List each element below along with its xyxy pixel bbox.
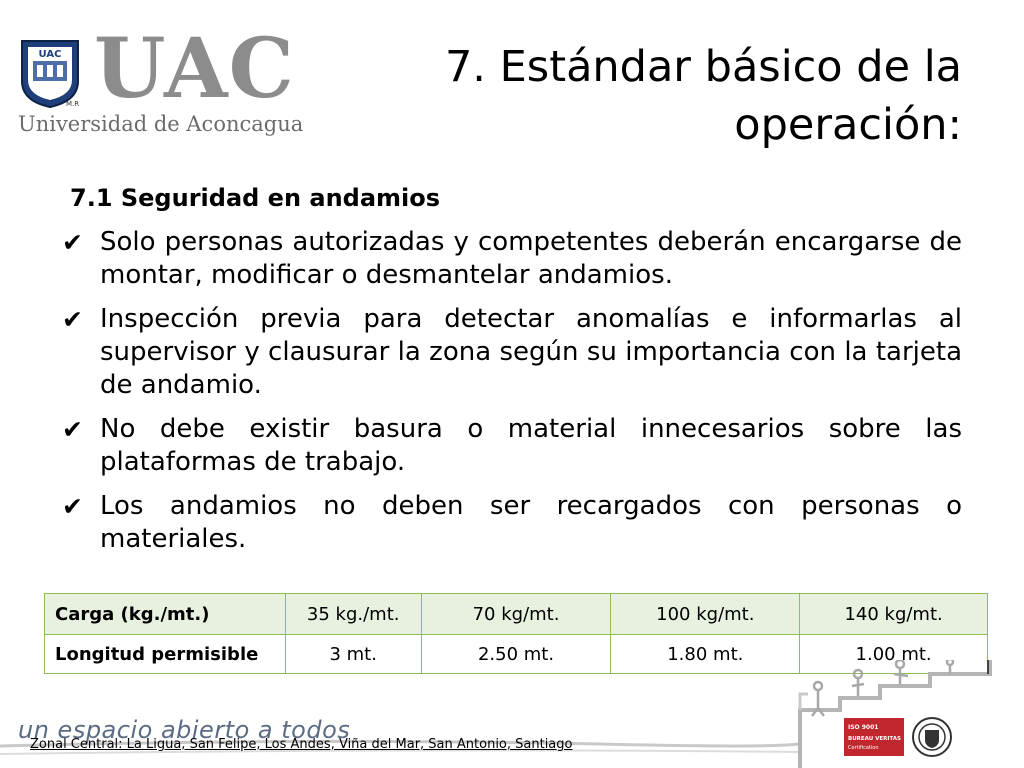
- table-cell: Carga (kg./mt.): [45, 594, 286, 635]
- table-cell: 1.80 mt.: [611, 635, 800, 674]
- bullet-text: No debe existir basura o material innecesarios sobre las plataformas de trabajo.: [100, 414, 962, 477]
- bullet-text: Solo personas autorizadas y competentes deberán encargarse de montar, modificar o desmantelar andamios.: [100, 227, 962, 290]
- seal-text: UAC: [38, 49, 62, 60]
- bullet-text: Los andamios no deben ser recargados con personas o materiales.: [100, 491, 962, 554]
- badge-iso: ISO 9001: [848, 724, 879, 731]
- bullet-item: [62, 303, 962, 402]
- bullet-item: [62, 413, 962, 479]
- footer-slogan: un espacio abierto a todos: [18, 716, 351, 744]
- checkmark-icon: ✔: [62, 492, 83, 521]
- slide-title: [362, 38, 962, 154]
- table-cell: 100 kg/mt.: [611, 594, 800, 635]
- table-cell: 1.00 mt.: [800, 635, 988, 674]
- bureau-veritas-badge-icon: [844, 716, 960, 758]
- logo-university-name: Universidad de Aconcagua: [18, 112, 304, 136]
- bullet-text: Inspección previa para detectar anomalías e informarlas al supervisor y clausurar la zona según su importancia con la tarjeta de andamio.: [100, 304, 962, 400]
- slide-title-line-2: operación:: [734, 100, 962, 150]
- checkmark-icon: ✔: [62, 415, 83, 444]
- university-seal-icon: [19, 37, 81, 109]
- seal-mark: M.R: [66, 100, 80, 108]
- table-row: [45, 594, 988, 635]
- table-cell: 35 kg./mt.: [285, 594, 421, 635]
- table-cell: Longitud permisible: [45, 635, 286, 674]
- logo-abbreviation: UAC: [94, 21, 295, 117]
- table-cell: 140 kg/mt.: [800, 594, 988, 635]
- bullet-item: [62, 490, 962, 556]
- section-heading: 7.1 Seguridad en andamios: [70, 184, 441, 212]
- slide-title-line-1: 7. Estándar básico de la: [444, 42, 962, 92]
- footer-zonal-locations: Zonal Central: La Ligua, San Felipe, Los Andes, Viña del Mar, San Antonio, Santiago: [30, 737, 573, 752]
- badge-label: Certification: [848, 745, 879, 751]
- university-logo: [14, 21, 304, 140]
- checkmark-icon: ✔: [62, 228, 83, 257]
- badge-org: BUREAU VERITAS: [848, 736, 901, 742]
- bullet-list: [62, 226, 962, 567]
- table-cell: 2.50 mt.: [421, 635, 611, 674]
- table-cell: 70 kg/mt.: [421, 594, 611, 635]
- table-cell: 3 mt.: [285, 635, 421, 674]
- checkmark-icon: ✔: [62, 305, 83, 334]
- bullet-item: [62, 226, 962, 292]
